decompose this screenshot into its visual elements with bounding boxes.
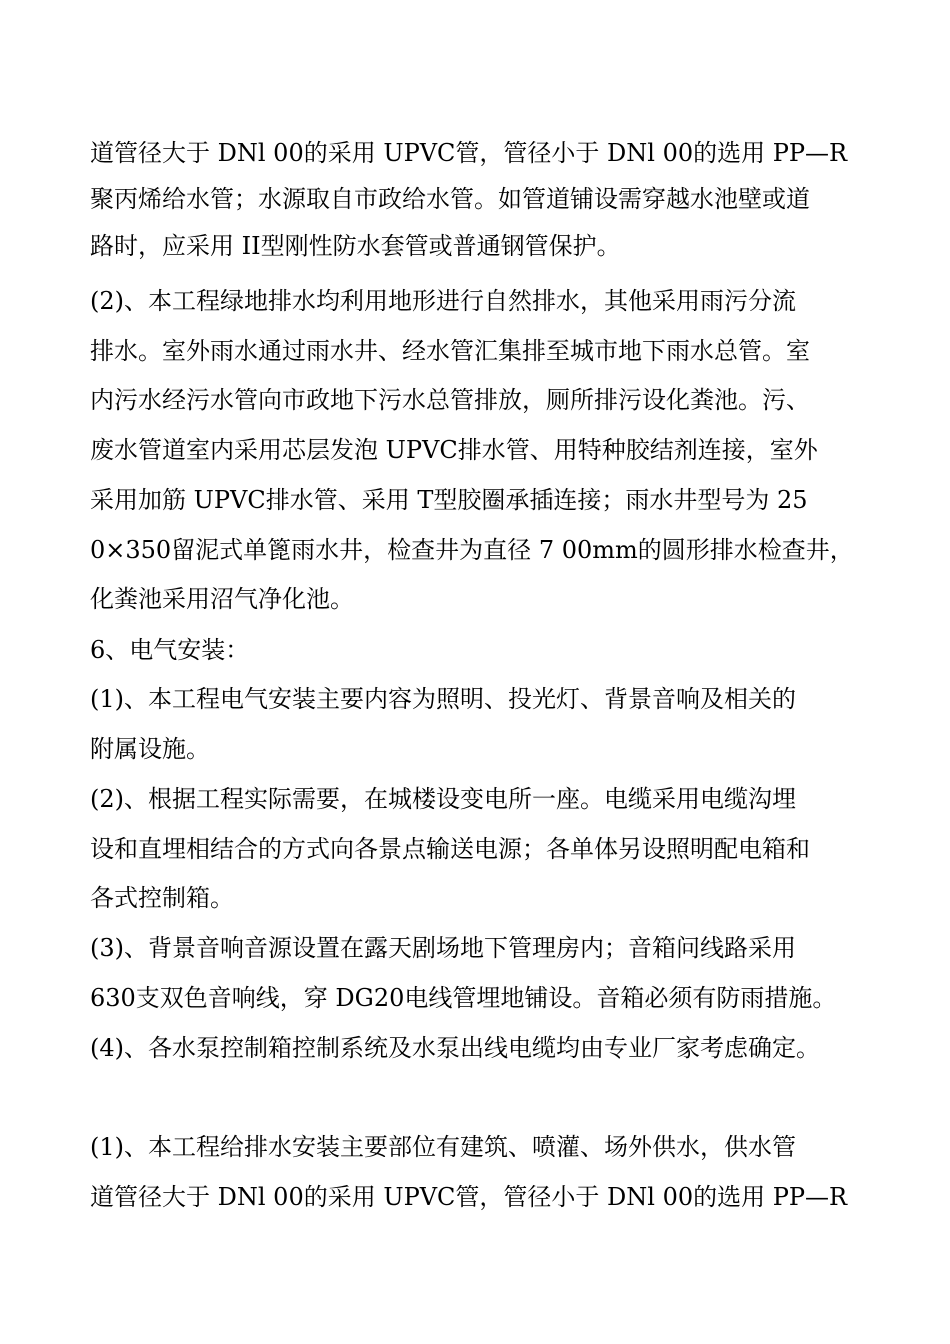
text-line: 路时，应采用 II型刚性防水套管或普通钢管保护。: [90, 232, 621, 260]
section-heading: 6、电气安装：: [90, 636, 250, 664]
text-line: 0×350留泥式单篦雨水井，检查井为直径 7 00mm的圆形排水检查井，: [90, 536, 854, 564]
text-line: 附属设施。: [90, 735, 210, 763]
text-line: 设和直埋相结合的方式向各景点输送电源；各单体另设照明配电箱和: [90, 835, 810, 863]
text-line: 化粪池采用沼气净化池。: [90, 585, 354, 613]
text-line: 废水管道室内采用芯层发泡 UPVC排水管、用特种胶结剂连接，室外: [90, 436, 818, 464]
text-line: 内污水经污水管向市政地下污水总管排放，厕所排污设化粪池。污、: [90, 386, 810, 414]
text-line: 排水。室外雨水通过雨水井、经水管汇集排至城市地下雨水总管。室: [90, 337, 810, 365]
text-line: (1)、本工程给排水安装主要部位有建筑、喷灌、场外供水，供水管: [90, 1133, 796, 1161]
text-line: (4)、各水泵控制箱控制系统及水泵出线电缆均由专业厂家考虑确定。: [90, 1034, 820, 1062]
text-line: (2)、本工程绿地排水均利用地形进行自然排水，其他采用雨污分流: [90, 287, 796, 315]
text-line: (3)、背景音响音源设置在露天剧场地下管理房内；音箱问线路采用: [90, 934, 796, 962]
text-line: 630支双色音响线，穿 DG20电线管埋地铺设。音箱必须有防雨措施。: [90, 984, 837, 1012]
text-line: 采用加筋 UPVC排水管、采用 T型胶圈承插连接；雨水井型号为 25: [90, 486, 808, 514]
text-line: 道管径大于 DNl 00的采用 UPVC管，管径小于 DNl 00的选用 PP—R: [90, 139, 848, 167]
text-line: 聚丙烯给水管；水源取自市政给水管。如管道铺设需穿越水池壁或道: [90, 185, 810, 213]
text-line: (2)、根据工程实际需要，在城楼设变电所一座。电缆采用电缆沟埋: [90, 785, 796, 813]
text-line: (1)、本工程电气安装主要内容为照明、投光灯、背景音响及相关的: [90, 685, 796, 713]
text-line: 道管径大于 DNl 00的采用 UPVC管，管径小于 DNl 00的选用 PP—R: [90, 1183, 848, 1211]
text-line: 各式控制箱。: [90, 884, 234, 912]
